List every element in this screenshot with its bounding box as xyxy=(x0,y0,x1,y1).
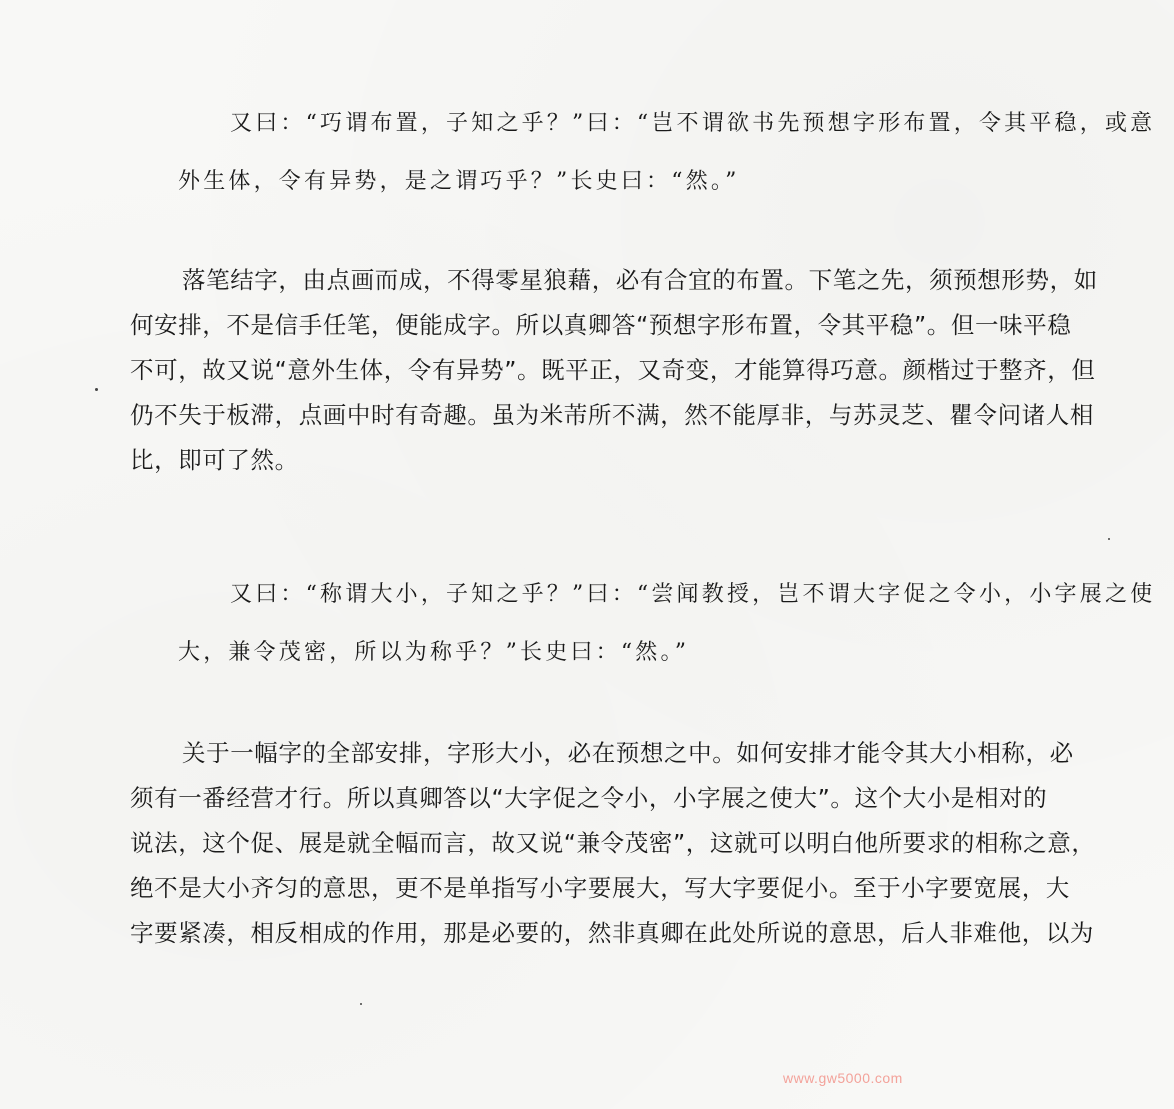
commentary-1-line-1: 落笔结字，由点画而成，不得零星狼藉，必有合宜的布置。下笔之先，须预想形势，如 xyxy=(182,266,1098,294)
commentary-2-line-4: 绝不是大小齐匀的意思，更不是单指写小字要展大，写大字要促小。至于小字要宽展，大 xyxy=(130,874,1070,902)
quote-passage-2 xyxy=(178,566,1156,682)
quote-2-line-1: 又曰：“称谓大小，子知之乎？”曰：“尝闻教授，岂不谓大字促之令小，小字展之使 xyxy=(230,582,1156,607)
commentary-2-line-1: 关于一幅字的全部安排，字形大小，必在预想之中。如何安排才能令其大小相称，必 xyxy=(182,739,1074,767)
commentary-2-line-5: 字要紧凑，相反相成的作用，那是必要的，然非真卿在此处所说的意思，后人非难他，以为 xyxy=(130,919,1094,947)
commentary-1-line-4: 仍不失于板滞，点画中时有奇趣。虽为米芾所不满，然不能厚非，与苏灵芝、瞿令问诸人相 xyxy=(130,401,1094,429)
scan-speck xyxy=(1108,538,1110,540)
scan-speck xyxy=(95,388,98,391)
quote-passage-1 xyxy=(178,95,1156,211)
commentary-2-line-3: 说法，这个促、展是就全幅而言，故又说“兼令茂密”，这就可以明白他所要求的相称之意， xyxy=(130,829,1096,857)
quote-1-line-2: 外生体，令有异势，是之谓巧乎？”长史曰：“然。” xyxy=(178,169,740,194)
commentary-passage-1 xyxy=(130,258,1130,483)
commentary-passage-2 xyxy=(130,731,1130,956)
quote-2-line-2: 大，兼令茂密，所以为称乎？”长史曰：“然。” xyxy=(178,640,690,665)
commentary-1-line-2: 何安排，不是信手任笔，便能成字。所以真卿答“预想字形布置，令其平稳”。但一味平稳 xyxy=(130,311,1072,339)
scan-speck xyxy=(360,1003,362,1005)
quote-1-line-1: 又曰：“巧谓布置，子知之乎？”曰：“岂不谓欲书先预想字形布置，令其平稳，或意 xyxy=(230,111,1156,136)
commentary-2-line-2: 须有一番经营才行。所以真卿答以“大字促之令小，小字展之使大”。这个大小是相对的 xyxy=(130,784,1048,812)
site-watermark: www.gw5000.com xyxy=(783,1070,903,1086)
commentary-1-line-5: 比，即可了然。 xyxy=(130,446,299,474)
commentary-1-line-3: 不可，故又说“意外生体，令有异势”。既平正，又奇变，才能算得巧意。颜楷过于整齐，但 xyxy=(130,356,1096,384)
